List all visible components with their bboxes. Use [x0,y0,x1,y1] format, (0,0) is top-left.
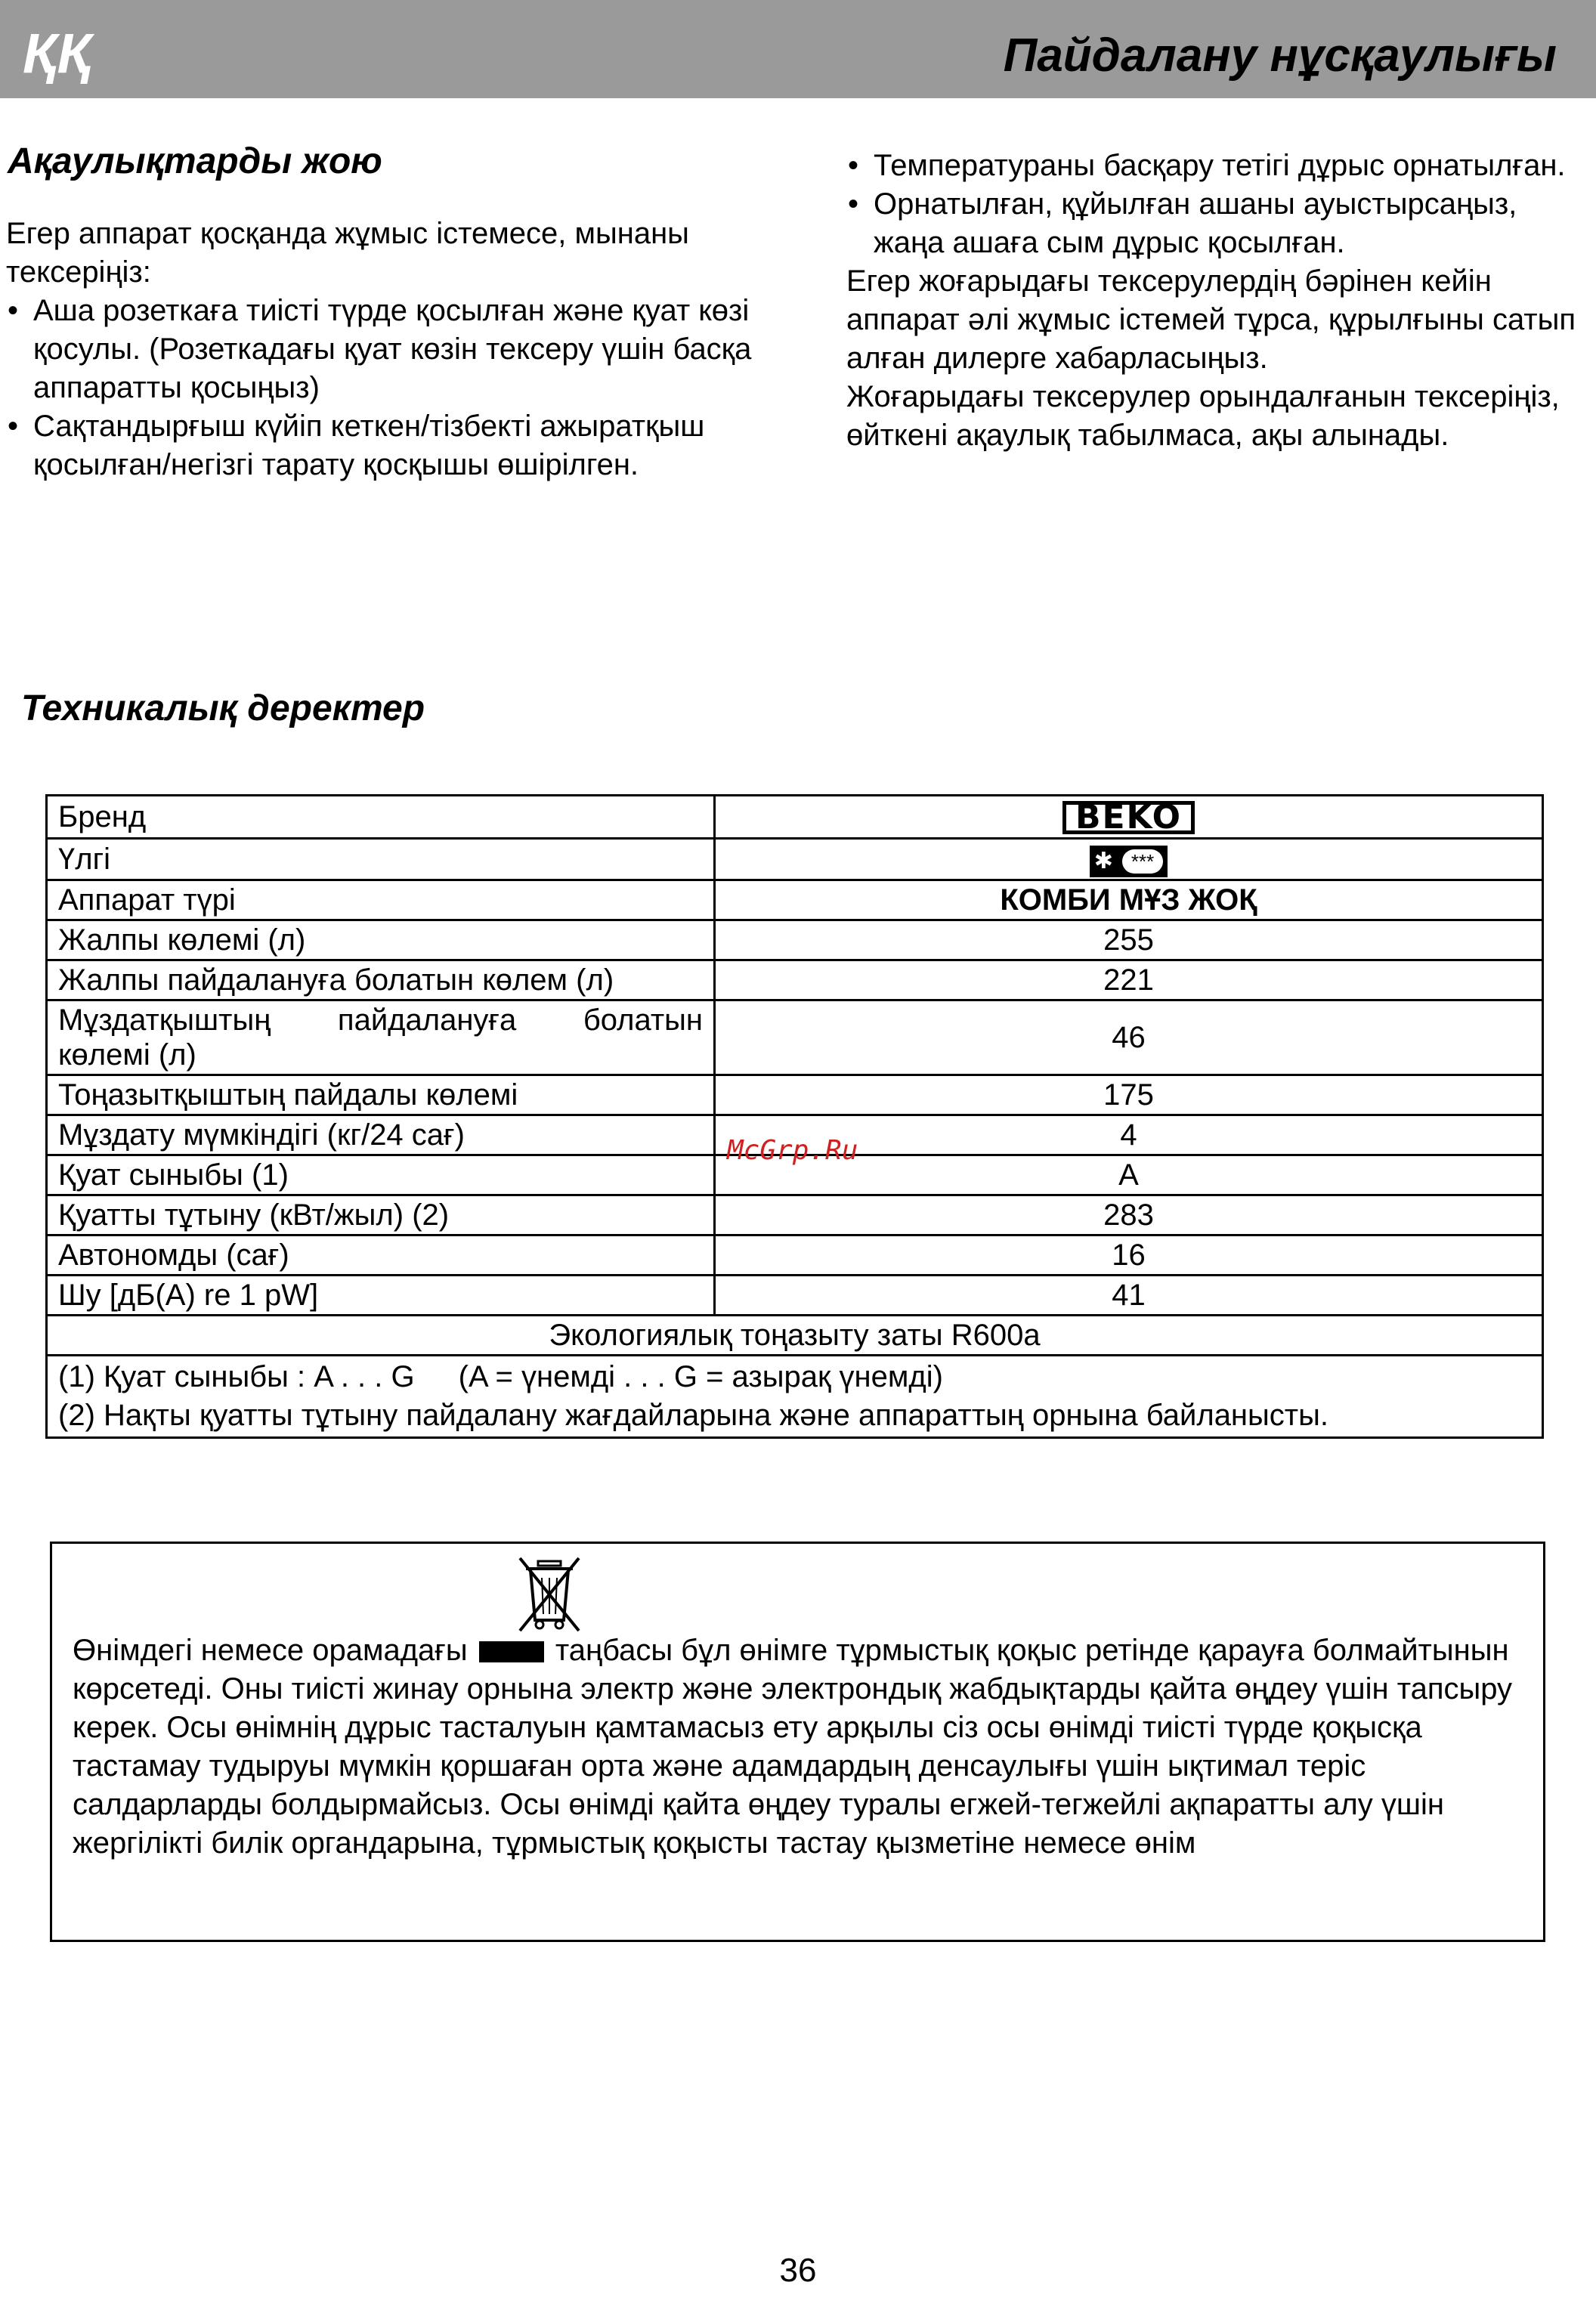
spec-value: 255 [715,920,1543,960]
crossed-bin-icon [515,1555,583,1638]
page-header [0,0,1596,98]
spec-label: Қуатты тұтыну (кВт/жыл) (2) [47,1195,715,1235]
table-row [47,1195,1543,1235]
footnotes [47,1356,1543,1438]
language-code: ҚҚ [23,22,91,85]
troubleshoot-right-column [846,147,1587,455]
spec-value [715,796,1543,839]
footnote-1 [58,1358,1531,1396]
spec-value: 46 [715,1000,1543,1075]
table-row [47,880,1543,920]
document-title: Пайдалану нұсқаулығы [1003,29,1557,82]
spec-value: 221 [715,960,1543,1000]
spec-value: 175 [715,1075,1543,1115]
spec-value: 16 [715,1235,1543,1276]
spec-value: 4 [715,1115,1543,1155]
table-row [47,1276,1543,1316]
table-row [47,796,1543,839]
spec-value: 283 [715,1195,1543,1235]
spec-label: Жалпы көлемі (л) [47,920,715,960]
table-row [47,960,1543,1000]
footnote-1-legend: (A = үнемді . . . G = азырақ үнемді) [458,1360,943,1393]
snowflake-icon: ✱ [1093,849,1113,874]
spec-value: A [715,1155,1543,1195]
bullet-item: • Аша розеткаға тиісті түрде қосылған және қуат көзі қосулы. (Розеткадағы қуат көзін тексеру үшін басқа аппаратты қосыңыз) [6,292,762,407]
table-row [47,839,1543,880]
spec-label-line: Мұздатқыштың пайдалануға болатын [58,1004,703,1037]
page-number: 36 [779,2252,817,2289]
tech-data-table [45,794,1544,1439]
beko-logo: BEKO [1062,801,1195,834]
table-row [47,1356,1543,1438]
spec-label: Үлгі [47,839,715,880]
table-row [47,1075,1543,1115]
spec-label: Автономды (сағ) [47,1235,715,1276]
spec-label: Бренд [47,796,715,839]
spec-label: Қуат сыныбы (1) [47,1155,715,1195]
table-row [47,920,1543,960]
black-bar-symbol [479,1641,544,1662]
star-rating-badge: *** [1122,849,1163,874]
troubleshoot-intro: Егер аппарат қосқанда жұмыс істемесе, мынаны тексеріңіз: [6,217,689,289]
bullet-item: • Орнатылған, құйылған ашаны ауыстырсаңыз, жаңа ашаға сым дұрыс қосылған. [846,185,1587,262]
footnote-1-scale: (1) Қуат сыныбы : A . . . G [58,1360,415,1393]
watermark: McGrp.Ru [727,1135,858,1166]
troubleshoot-bullets-left [6,292,762,484]
table-row [47,1235,1543,1276]
refrigerant-note: Экологиялық тоңазыту заты R600a [47,1316,1543,1356]
model-badge [1090,846,1168,877]
weee-notice-text [73,1631,1523,1863]
troubleshoot-dealer-note: Егер жоғарыдағы тексерулердің бәрінен кейін аппарат әлі жұмыс істемей тұрса, құрылғыны сатып алған дилерге хабарласыңыз. [846,264,1576,375]
spec-label: Жалпы пайдалануға болатын көлем (л) [47,960,715,1000]
troubleshoot-heading: Ақаулықтарды жою [8,141,382,181]
weee-text-start: Өнімдегі немесе орамадағы [73,1634,468,1667]
bullet-item: • Температураны басқару тетігі дұрыс орнатылған. [846,147,1587,185]
tech-data-heading: Техникалық деректер [21,688,425,728]
footnote-2: (2) Нақты қуатты тұтыну пайдалану жағдайларына және аппараттың орнына байланысты. [58,1399,1328,1432]
spec-value [715,839,1543,880]
spec-label-line: көлемі (л) [58,1038,196,1072]
weee-text-rest: таңбасы бұл өнімге тұрмыстық қоқыс ретінде қарауға болмайтынын көрсетеді. Оны тиісті жинау орнына электр және электрондық жабдықтарды қайта өңдеу үшін тапсыру керек. Осы өнімнің дұрыс тасталуын қамтамасыз ету арқылы сіз осы өнімді тиісті түрде қоқысқа тастамау тудыруы мүмкін қоршаған орта және адамдардың денсаулығы үшін ықтимал теріс салдарларды болдырмайсыз. Осы өнімді қайта өңдеу туралы егжей-тегжейлі ақпаратты алу үшін жергілікті билік органдарына, тұрмыстық қоқысты тастау қызметіне немесе өнім [73,1634,1513,1860]
table-row [47,1000,1543,1075]
troubleshoot-bullets-right [846,147,1587,262]
troubleshoot-left-column [6,215,762,484]
troubleshoot-charge-note: Жоғарыдағы тексерулер орындалғанын тексеріңіз, өйткені ақаулық табылмаса, ақы алынады. [846,380,1560,452]
spec-label: Тоңазытқыштың пайдалы көлемі [47,1075,715,1115]
spec-label: Мұздату мүмкіндігі (кг/24 сағ) [47,1115,715,1155]
spec-value: 41 [715,1276,1543,1316]
spec-label: Аппарат түрі [47,880,715,920]
spec-label [47,1000,715,1075]
spec-label: Шу [дБ(A) re 1 pW] [47,1276,715,1316]
bullet-item: • Сақтандырғыш күйіп кеткен/тізбекті ажыратқыш қосылған/негізгі тарату қосқышы өшірілген. [6,407,762,484]
table-row [47,1316,1543,1356]
spec-value: КОМБИ МҰЗ ЖОҚ [715,880,1543,920]
